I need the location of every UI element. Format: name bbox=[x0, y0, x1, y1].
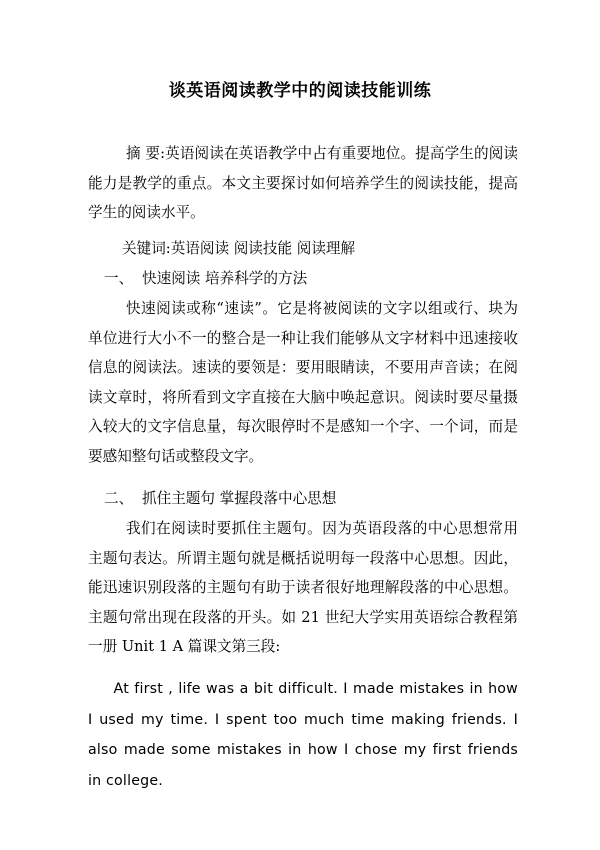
section-number: 二、 bbox=[104, 490, 134, 507]
page-title: 谈英语阅读教学中的阅读技能训练 bbox=[168, 81, 432, 101]
english-quote-paragraph: At first , life was a bit difficult. I made mistakes in how I used my time. I spent too much time making friends. I also made some mistakes in how I chose my first friends in college. bbox=[88, 681, 518, 789]
section-heading-text: 抓住主题句 掌握段落中心思想 bbox=[142, 490, 337, 507]
section-heading-1 bbox=[104, 264, 307, 294]
section-body-2: 我们在阅读时要抓住主题句。因为英语段落的中心思想常用主题句表达。所谓主题句就是概括说明每一段落中心思想。因此，能迅速识别段落的主题句有助于读者很好地理解段落的中心思想。主题句常出现在段落的开头。如 21 世纪大学实用英语综合教程第一册 Unit 1 A 篇课文第三段: bbox=[88, 520, 518, 656]
section-number: 一、 bbox=[104, 270, 134, 287]
section-body-1: 快速阅读或称“速读”。它是将被阅读的文字以组或行、块为单位进行大小不一的整合是一种让我们能够从文字材料中迅速接收信息的阅读法。速读的要领是：要用眼睛读，不要用声音读；在阅读文章时，将所看到文字直接在大脑中唤起意识。阅读时要尽量摄入较大的文字信息量，每次眼停时不是感知一个字、一个词，而是要感知整句话或整段文字。 bbox=[88, 300, 518, 465]
abstract-paragraph: 摘 要:英语阅读在英语教学中占有重要地位。提高学生的阅读能力是教学的重点。本文主要探讨如何培养学生的阅读技能，提高学生的阅读水平。 bbox=[88, 145, 518, 222]
section-heading-text: 快速阅读 培养科学的方法 bbox=[142, 270, 308, 287]
section-heading-2 bbox=[104, 484, 336, 514]
keywords-line: 关键词:英语阅读 阅读技能 阅读理解 bbox=[122, 240, 356, 257]
